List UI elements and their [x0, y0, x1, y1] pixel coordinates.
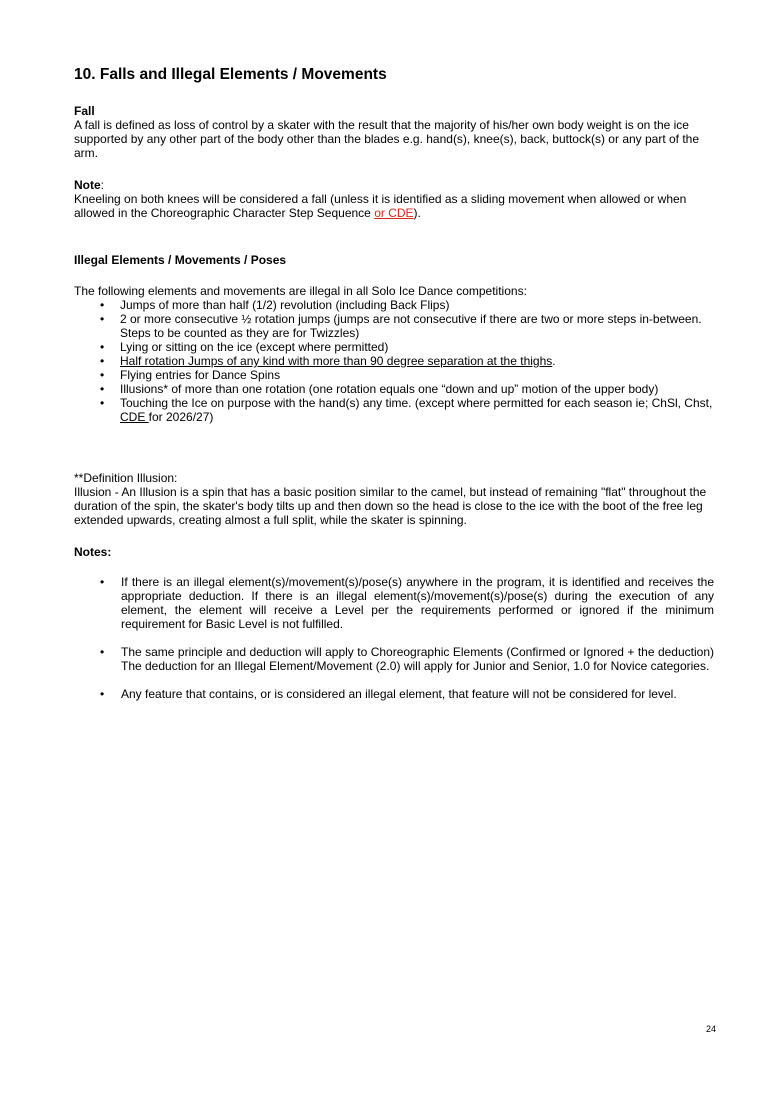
list-item: • The same principle and deduction will apply to Choreographic Elements (Confirmed or Ignored + the deduction) The deduction for an Illegal Element/Movement (2.0) will apply for Junior and Senior, 1.0 for Novice categories.	[74, 645, 714, 673]
touch-text-before: Touching the Ice on purpose with the hand(s) any time. (except where permitted for each season ie; ChSl, Chst,	[120, 396, 713, 410]
list-item: • Flying entries for Dance Spins	[74, 368, 714, 382]
definition-heading: **Definition Illusion:	[74, 471, 178, 485]
note-text-after: ).	[413, 206, 421, 220]
illegal-heading-block	[74, 253, 714, 267]
list-item: • Illusions* of more than one rotation (one rotation equals one “down and up” motion of the upper body)	[74, 382, 714, 396]
list-item: • If there is an illegal element(s)/movement(s)/pose(s) anywhere in the program, it is identified and receives the appropriate deduction. If there is an illegal element(s)/movement(s)/pose(s) during the execution of any element, the element will receive a Level per the requirements performed or ignored if the minimum requirement for Basic Level is not fulfilled.	[74, 575, 714, 631]
definition-text: Illusion - An Illusion is a spin that has a basic position similar to the camel, but instead of remaining "flat" throughout the duration of the spin, the skater's body tilts up and then down so the head is close to the ice with the boot of the free leg extended upwards, creating almost a full split, while the skater is spinning.	[74, 485, 707, 527]
list-item: • Any feature that contains, or is considered an illegal element, that feature will not be considered for level.	[74, 687, 714, 701]
list-item: • Lying or sitting on the ice (except where permitted)	[74, 340, 714, 354]
note-section	[74, 178, 714, 220]
touch-underlined: CDE	[120, 410, 149, 424]
fall-heading: Fall	[74, 104, 95, 118]
page-number: 24	[706, 1024, 717, 1034]
note-text	[74, 192, 714, 220]
list-item-underlined: Half rotation Jumps of any kind with more than 90 degree separation at the thighs	[120, 354, 553, 368]
illegal-intro: The following elements and movements are illegal in all Solo Ice Dance competitions:	[74, 284, 527, 298]
definition-section	[74, 471, 714, 527]
note-text-before: Kneeling on both knees will be considered a fall (unless it is identified as a sliding movement when allowed or when allowed in the Choreographic Character Step Sequence	[74, 192, 687, 220]
notes-heading: Notes:	[74, 545, 112, 559]
list-item-suffix: .	[552, 354, 556, 368]
notes-section	[74, 575, 714, 715]
section-title: 10. Falls and Illegal Elements / Movements	[74, 66, 387, 83]
note-heading: Note	[74, 178, 101, 192]
list-item	[74, 396, 714, 424]
note-highlight-link[interactable]: or CDE	[374, 206, 414, 220]
notes-list	[74, 575, 714, 701]
touch-text-after: for 2026/27)	[148, 410, 214, 424]
notes-heading-block	[74, 545, 714, 559]
illegal-list	[74, 298, 714, 424]
fall-section	[74, 104, 714, 160]
fall-text: A fall is defined as loss of control by a skater with the result that the majority of his/her own body weight is on the ice supported by any other part of the body other than the blades e.g. hand(s), knee(s), back, buttock(s) or any part of the arm.	[74, 118, 700, 160]
list-item	[74, 354, 714, 368]
note-colon: :	[100, 178, 105, 192]
list-item: • Jumps of more than half (1/2) revolution (including Back Flips)	[74, 298, 714, 312]
list-item: • 2 or more consecutive ½ rotation jumps (jumps are not consecutive if there are two or more steps in-between. Steps to be counted as they are for Twizzles)	[74, 312, 714, 340]
illegal-heading: Illegal Elements / Movements / Poses	[74, 253, 287, 267]
note-heading-line	[74, 178, 714, 192]
illegal-section	[74, 284, 714, 424]
